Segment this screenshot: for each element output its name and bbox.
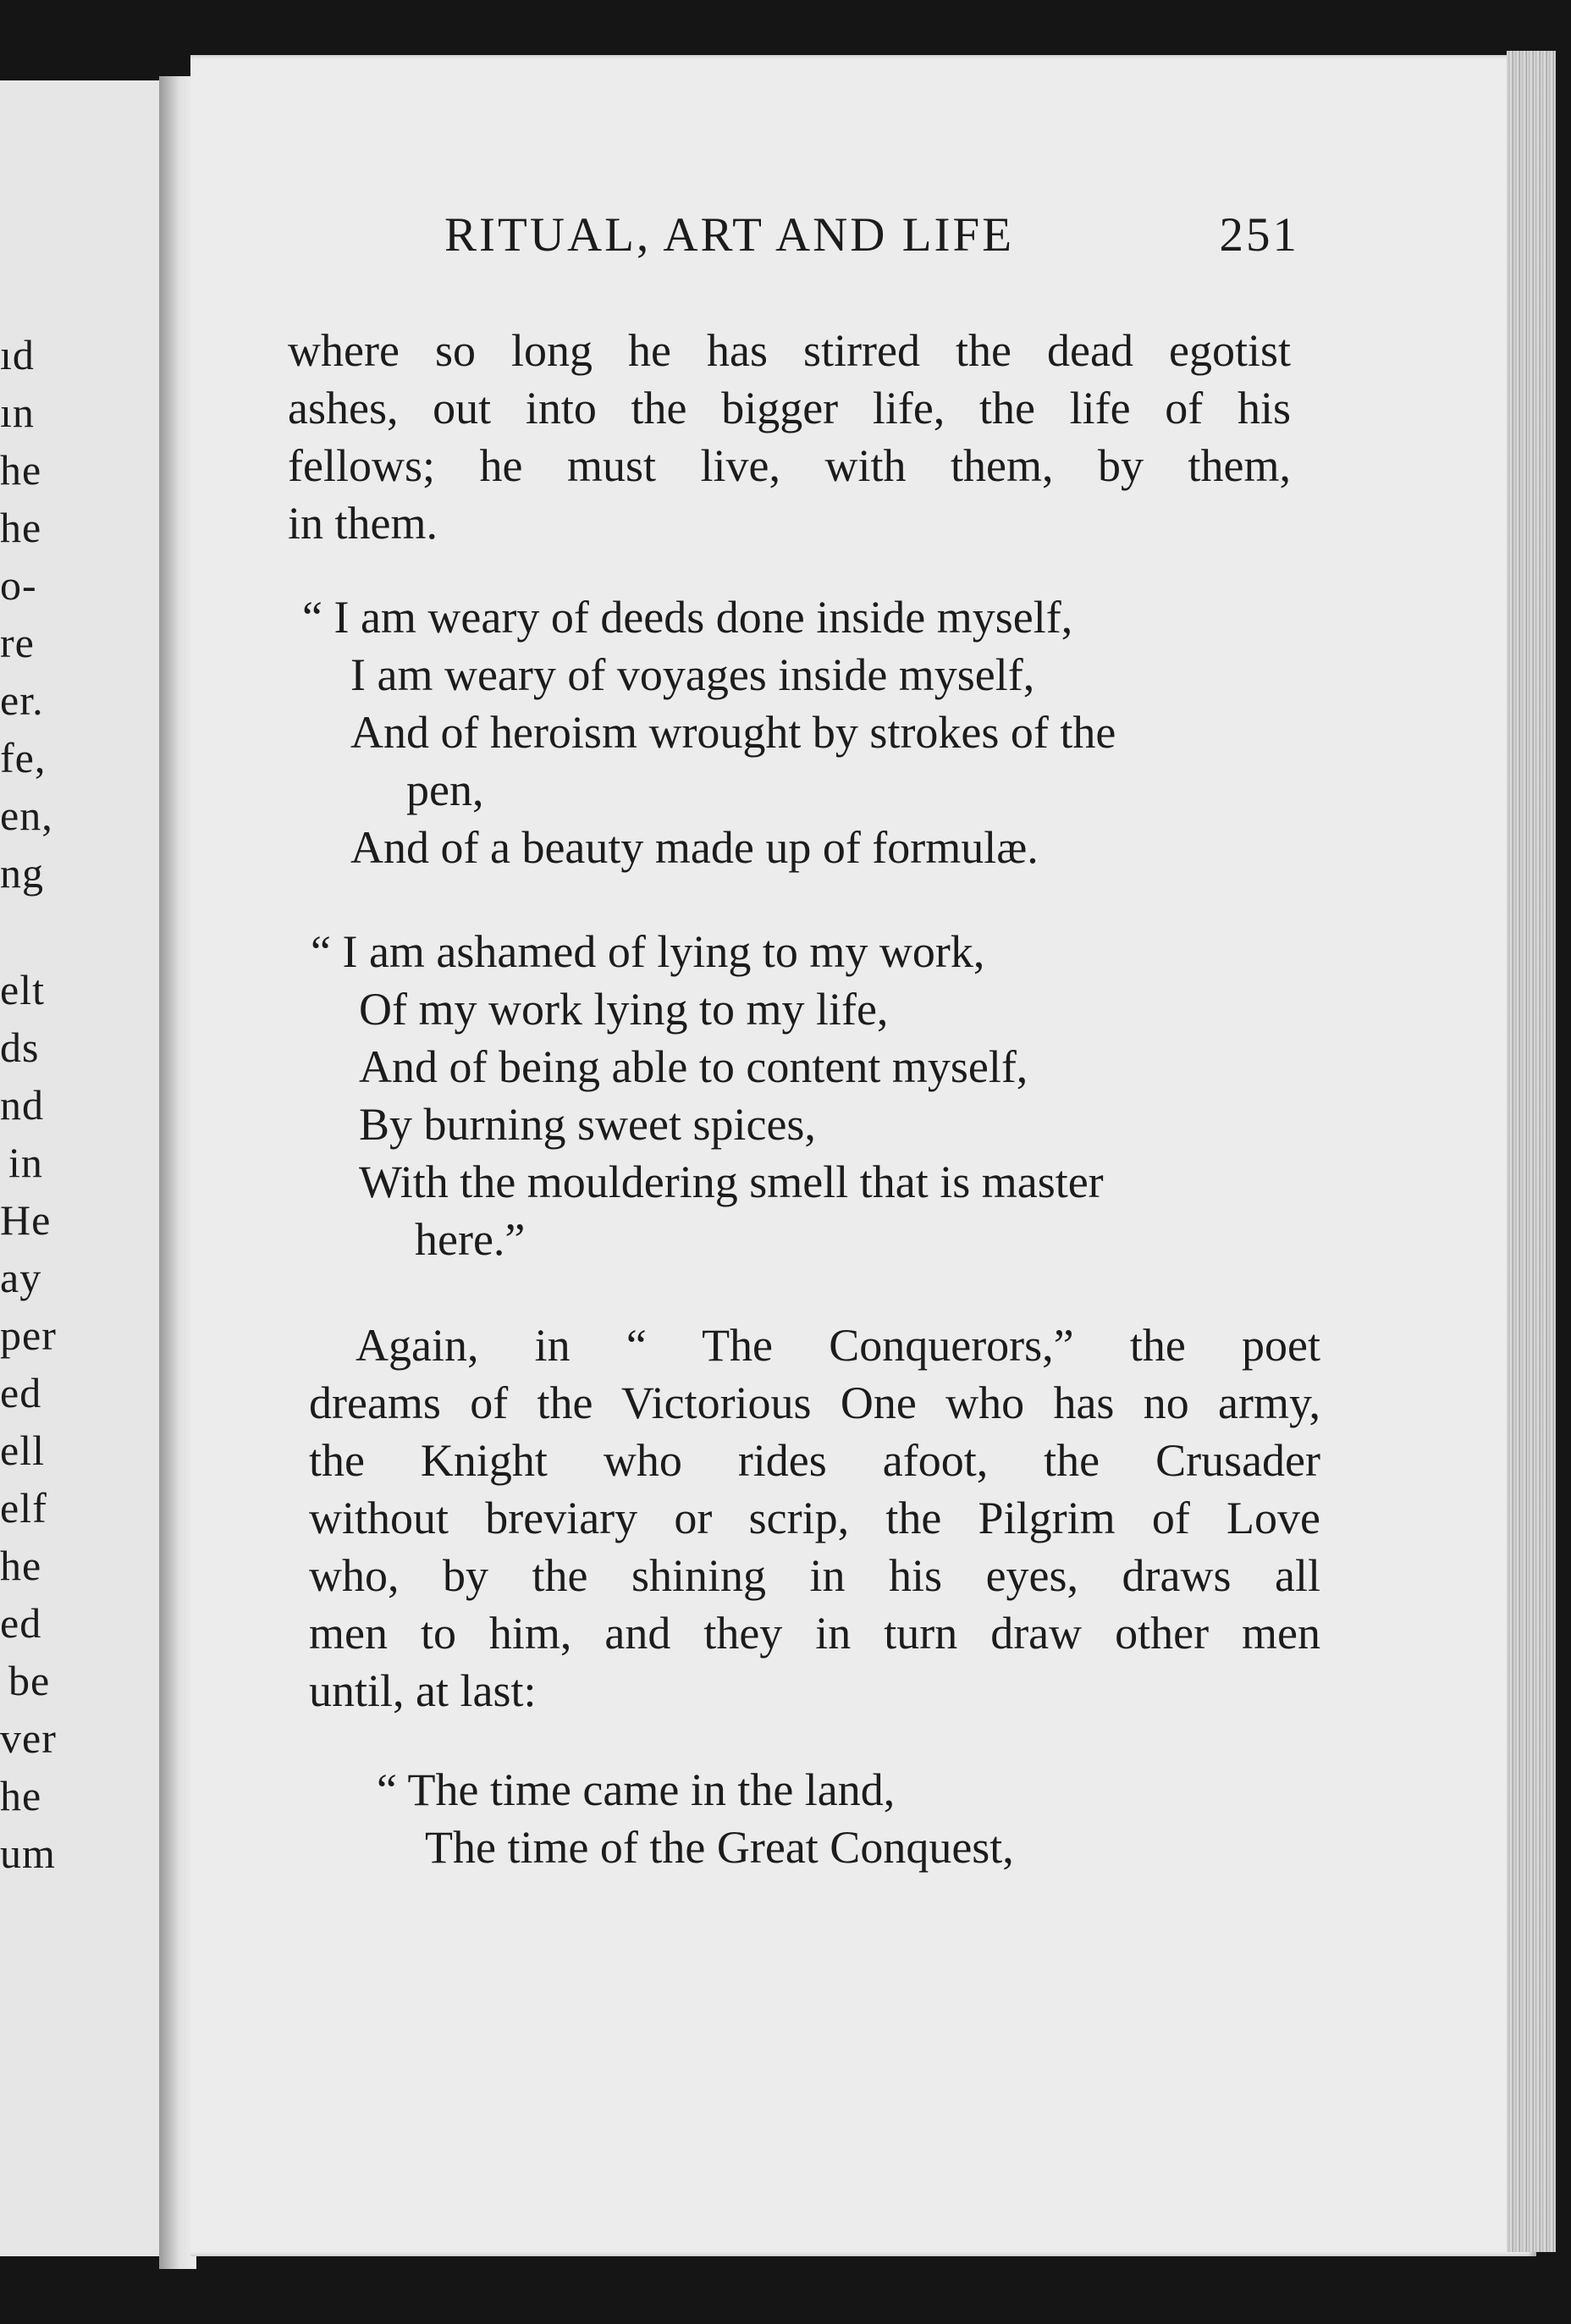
left-fragment: um [0, 1830, 56, 1877]
verse-line: “ The time came in the land, [377, 1764, 896, 1815]
text-line: dreams of the Victorious One who has no army, [309, 1377, 1320, 1428]
verse-line: “ I am ashamed of lying to my work, [311, 926, 985, 977]
verse-line: “ I am weary of deeds done inside myself, [302, 592, 1073, 643]
left-fragment: elf [0, 1484, 47, 1532]
facing-page-edge [0, 80, 165, 2256]
paragraph-2 [309, 1317, 1320, 1720]
verse-stanza-2 [311, 923, 1104, 1268]
left-fragment: ell [0, 1427, 45, 1474]
verse-line: here.” [415, 1214, 526, 1265]
left-fragment: he [0, 446, 42, 494]
verse-line: By burning sweet spices, [359, 1099, 816, 1150]
left-fragment: er. [0, 676, 44, 724]
verse-line: The time of the Great Conquest, [425, 1822, 1014, 1873]
running-head [444, 207, 1299, 275]
verse-line: I am weary of voyages inside myself, [350, 649, 1035, 700]
verse-stanza-3 [377, 1761, 1014, 1876]
left-fragment: fe, [0, 734, 47, 781]
left-fragment: be [8, 1657, 51, 1704]
left-fragment: ed [0, 1369, 42, 1416]
text-line: in them. [288, 498, 438, 549]
verse-line: pen, [406, 765, 484, 815]
verse-line: Of my work lying to my life, [359, 984, 889, 1035]
left-fragment: o- [0, 561, 37, 609]
text-line: where so long he has stirred the dead egotist [288, 325, 1291, 376]
left-fragment: ed [0, 1599, 42, 1647]
verse-line: With the mouldering smell that is master [359, 1156, 1104, 1207]
left-fragment: nd [0, 1081, 44, 1129]
left-fragment: ıd [0, 331, 35, 378]
left-fragment: re [0, 619, 35, 666]
paragraph-1 [288, 322, 1291, 552]
verse-line: And of a beauty made up of formulæ. [350, 822, 1039, 873]
left-fragment: ay [0, 1254, 42, 1301]
running-head-title: RITUAL, ART AND LIFE [444, 208, 1015, 262]
left-fragment: in [8, 1139, 43, 1186]
left-fragment: he [0, 504, 42, 551]
left-fragment: ver [0, 1714, 57, 1762]
left-fragment: ın [0, 389, 35, 436]
left-fragment: en, [0, 792, 53, 839]
text-line: who, by the shining in his eyes, draws all [309, 1550, 1320, 1601]
left-fragment: elt [0, 966, 45, 1013]
left-fragment: ds [0, 1024, 40, 1071]
page-number: 251 [1219, 208, 1299, 262]
left-fragment: He [0, 1196, 52, 1244]
verse-stanza-1 [302, 588, 1116, 876]
text-line: the Knight who rides afoot, the Crusader [309, 1435, 1320, 1486]
text-line: men to him, and they in turn draw other men [309, 1608, 1320, 1659]
verse-line: And of heroism wrought by strokes of the [350, 707, 1116, 758]
verse-line: And of being able to content myself, [359, 1041, 1028, 1092]
text-line: ashes, out into the bigger life, the life of his [288, 383, 1291, 433]
left-fragment: per [0, 1311, 57, 1359]
text-line: without breviary or scrip, the Pilgrim of Love [309, 1493, 1320, 1543]
text-line: fellows; he must live, with them, by them, [288, 440, 1291, 491]
page-stack-edge [1507, 51, 1556, 2252]
left-fragment: he [0, 1542, 42, 1589]
left-fragment: ng [0, 849, 44, 897]
left-fragment: he [0, 1772, 42, 1819]
text-line: Again, in “ The Conquerors,” the poet [356, 1320, 1320, 1371]
text-line: until, at last: [309, 1665, 537, 1716]
